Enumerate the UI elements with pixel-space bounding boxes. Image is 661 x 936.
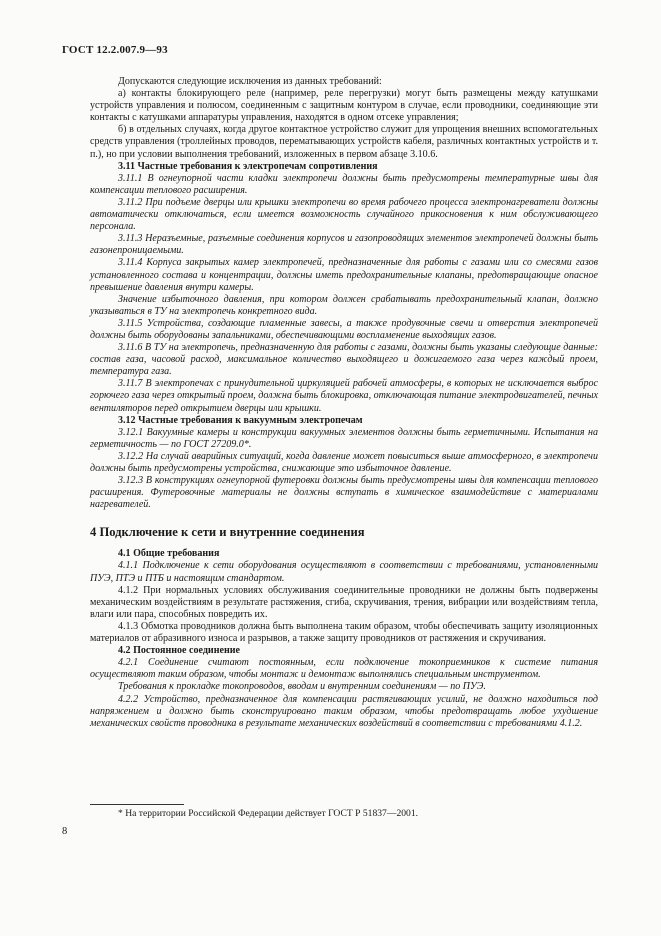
- paragraph: 3.11.2 При подъеме дверцы или крышки электропечи во время рабочего процесса электронагреватели должны автоматически отключаться, если имеется возможность случайного прикосновения к ним обслуживающего персонала.: [90, 196, 598, 233]
- section-heading: 4 Подключение к сети и внутренние соединения: [90, 525, 365, 540]
- paragraph: а) контакты блокирующего реле (например, реле перегрузки) могут быть размещены между катушками устройств управления и полюсом, соединенным с защитным контуром в случае, если проводники, соединяющие эти контакты с катушками аппаратуры управления, находятся в одном отсеке управления;: [90, 88, 598, 124]
- paragraph: 3.11.4 Корпуса закрытых камер электропечей, предназначенные для работы с газами или со смесями газов установленного состава и концентрации, должны иметь предохранительные клапаны, предотвращающие опасное превышение давления внутри камеры.: [90, 257, 598, 293]
- paragraph: 4.2.2 Устройство, предназначенное для компенсации растягивающих усилий, не должно находиться под напряжением и должно быть сконструировано таким образом, чтобы предотвращать любое ухудшение механических свойств проводника в результате механических воздействий в соответствии с требованиями 4.1.2.: [90, 693, 598, 729]
- subsection-heading: 4.1 Общие требования: [118, 548, 220, 560]
- paragraph: 3.11.5 Устройства, создающие пламенные завесы, а также продувочные свечи и отверстия электропечей должны быть оборудованы запальниками, обеспечивающими воспламенение выходящих газов.: [90, 317, 598, 341]
- subsection-heading: 3.12 Частные требования к вакуумным электропечам: [118, 414, 363, 426]
- subsection-heading: 3.11 Частные требования к электропечам сопротивления: [118, 160, 378, 172]
- paragraph: 3.11.6 В ТУ на электропечь, предназначенную для работы с газами, должны быть указаны следующие данные: состав газа, часовой расход, максимальное количество выходящего и дожигаемого газа через каждый проем, температура газа.: [90, 342, 598, 378]
- paragraph: 3.11.3 Неразъемные, разъемные соединения корпусов и газопроводящих элементов электропечей должны быть газонепроницаемыми.: [90, 233, 598, 257]
- paragraph: 3.11.7 В электропечах с принудительной циркуляцией рабочей атмосферы, в которых не исключается выброс горючего газа через открытый проем, должна быть блокировка, отключающая питание электродвигателей, печных вентиляторов перед открытием дверцы или крышки.: [90, 378, 598, 414]
- paragraph: Значение избыточного давления, при котором должен срабатывать предохранительный клапан, должно указываться в ТУ на электропечь конкретного вида.: [90, 293, 598, 317]
- paragraph: Допускаются следующие исключения из данных требований:: [118, 76, 382, 87]
- subsection-heading: 4.2 Постоянное соединение: [118, 645, 240, 657]
- footnote: * На территории Российской Федерации действует ГОСТ Р 51837—2001.: [118, 808, 419, 819]
- paragraph: 4.1.1 Подключение к сети оборудования осуществляют в соответствии с требованиями, установленными ПУЭ, ПТЭ и ПТБ и настоящим стандартом.: [90, 560, 598, 584]
- document-body: [90, 76, 598, 730]
- paragraph: 4.1.3 Обмотка проводников должна быть выполнена таким образом, чтобы обеспечивать защиту изоляционных материалов от абразивного износа и разрывов, а также защиту проводников от растяжения и скручивания.: [90, 620, 598, 645]
- footnote-divider: [90, 804, 184, 805]
- page-number: 8: [62, 826, 68, 837]
- paragraph: 3.11.1 В огнеупорной части кладки электропечи должны быть предусмотрены температурные швы для компенсации теплового расширения.: [90, 172, 598, 196]
- paragraph: Требования к прокладке токопроводов, вводам и внутренним соединениям — по ПУЭ.: [118, 681, 486, 693]
- document-header: ГОСТ 12.2.007.9—93: [62, 44, 168, 56]
- paragraph: 3.12.2 На случай аварийных ситуаций, когда давление может повыситься выше атмосферного, в электропечи должны быть предусмотрены устройства, снижающие это избыточное давление.: [90, 450, 598, 474]
- paragraph: б) в отдельных случаях, когда другое контактное устройство служит для упрощения внешних вспомогательных средств управления (троллейных проводов, перематывающих устройств кабеля, различных контактных устройств и т. п.), но при условии выполнения требований, изложенных в первом абзаце 3.10.6.: [90, 124, 598, 160]
- paragraph: 4.2.1 Соединение считают постоянным, если подключение токоприемников к системе питания осуществляют таким образом, чтобы монтаж и демонтаж выполнялись специальным инструментом.: [90, 657, 598, 681]
- paragraph: 3.12.3 В конструкциях огнеупорной футеровки должны быть предусмотрены швы для компенсации теплового расширения. Футеровочные материалы не должны вступать в химическое взаимодействие с материалами нагревателей.: [90, 475, 598, 511]
- paragraph: 4.1.2 При нормальных условиях обслуживания соединительные проводники не должны быть подвержены механическим воздействиям в результате растяжения, сгиба, скручивания, трения, вибрации или воздействиям тепла, влаги или пара, способных повредить их.: [90, 584, 598, 620]
- paragraph: 3.12.1 Вакуумные камеры и конструкции вакуумных элементов должны быть герметичными. Испытания на герметичность — по ГОСТ 27209.0*.: [90, 426, 598, 450]
